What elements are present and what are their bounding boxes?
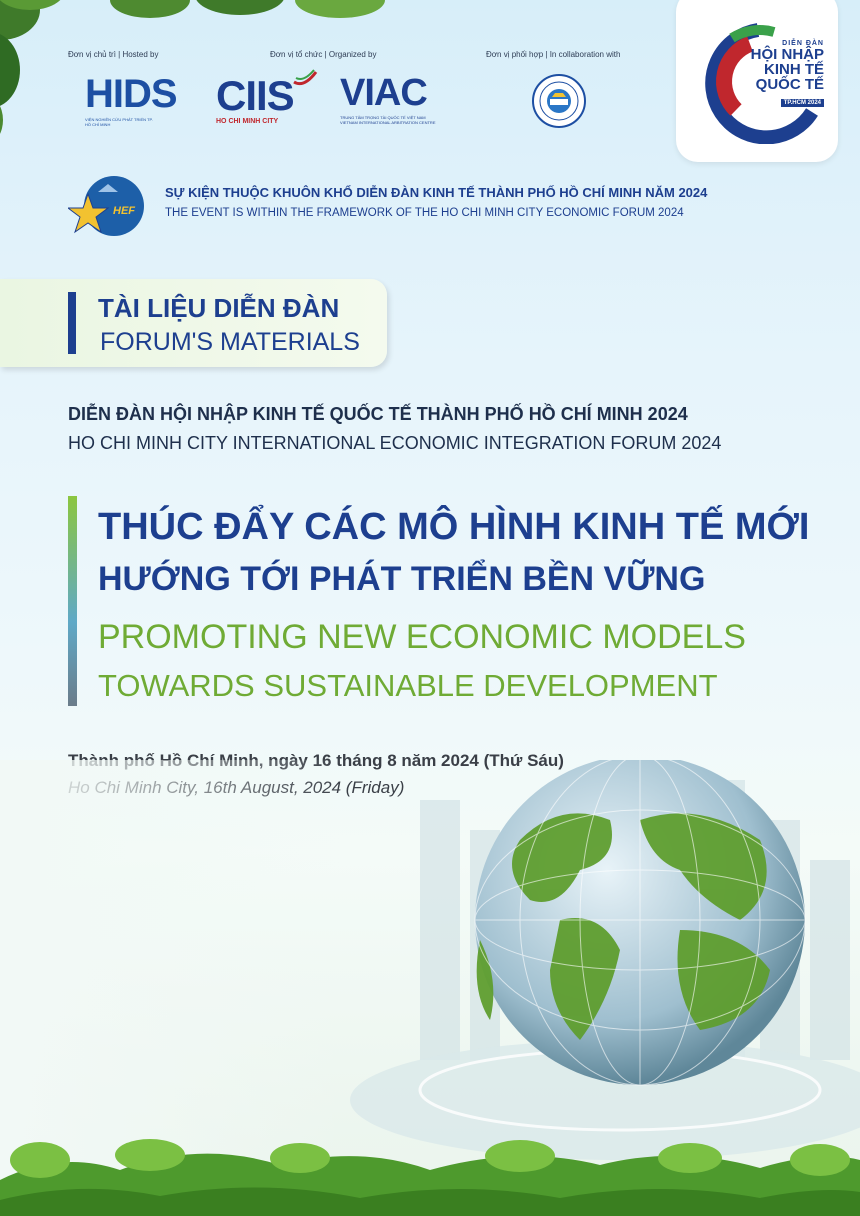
- hef-framework-vn: SỰ KIỆN THUỘC KHUÔN KHỔ DIỄN ĐÀN KINH TẾ THÀNH PHỐ HỒ CHÍ MINH NĂM 2024: [165, 185, 708, 200]
- foliage-top: [110, 0, 390, 40]
- ciis-swoosh-icon: [292, 68, 318, 88]
- forum-name-vn: DIỄN ĐÀN HỘI NHẬP KINH TẾ QUỐC TẾ THÀNH PHỐ HỒ CHÍ MINH 2024: [68, 404, 688, 424]
- forum-logo-line4: QUỐC TẾ: [755, 76, 824, 93]
- forum-name-en: HO CHI MINH CITY INTERNATIONAL ECONOMIC INTEGRATION FORUM 2024: [68, 433, 722, 453]
- main-title-vn-line1: THÚC ĐẨY CÁC MÔ HÌNH KINH TẾ MỚI: [98, 506, 810, 548]
- forum-logo-line5: TP.HCM 2024: [781, 99, 824, 107]
- forum-logo-line3: KINH TẾ: [764, 61, 824, 78]
- organized-by-label: Đơn vị tổ chức | Organized by: [270, 50, 377, 59]
- hosted-by-label: Đơn vị chủ trì | Hosted by: [68, 50, 159, 59]
- forum-logo-line2: HỘI NHẬP: [750, 46, 824, 63]
- viac-logo: VIAC: [340, 72, 427, 114]
- hef-logo: [68, 172, 148, 238]
- collaboration-label: Đơn vị phối hợp | In collaboration with: [486, 50, 621, 59]
- forum-logo-text: [734, 40, 824, 108]
- green-globe-illustration: [0, 760, 860, 1216]
- title-accent-bar: [68, 496, 77, 706]
- viac-logo-subtitle: TRUNG TÂM TRỌNG TÀI QUỐC TẾ VIỆT NAM VIETNAM INTERNATIONAL ARBITRATION CENTRE: [340, 115, 436, 125]
- hef-framework-en: THE EVENT IS WITHIN THE FRAMEWORK OF THE HO CHI MINH CITY ECONOMIC FORUM 2024: [165, 207, 684, 219]
- materials-title-en: FORUM'S MATERIALS: [100, 328, 360, 356]
- materials-title-vn: TÀI LIỆU DIỄN ĐÀN: [98, 293, 340, 323]
- hef-logo-text: HEF: [113, 205, 135, 217]
- ciis-logo-subtitle: HO CHI MINH CITY: [216, 118, 279, 125]
- materials-accent-bar: [68, 292, 76, 354]
- hids-logo-subtitle: VIỆN NGHIÊN CỨU PHÁT TRIỂN TP. HỒ CHÍ MINH: [85, 117, 153, 127]
- hids-logo: HIDS: [85, 72, 177, 116]
- forum-materials-banner: [0, 279, 387, 367]
- forum-logo-line1: DIỄN ĐÀN: [782, 40, 824, 47]
- main-title-en-line1: PROMOTING NEW ECONOMIC MODELS: [98, 618, 746, 656]
- ciis-logo: CIIS: [216, 72, 294, 119]
- main-title-en-line2: TOWARDS SUSTAINABLE DEVELOPMENT: [98, 668, 718, 703]
- business-association-seal: [532, 74, 586, 128]
- main-title-vn-line2: HƯỚNG TỚI PHÁT TRIỂN BỀN VỮNG: [98, 560, 706, 598]
